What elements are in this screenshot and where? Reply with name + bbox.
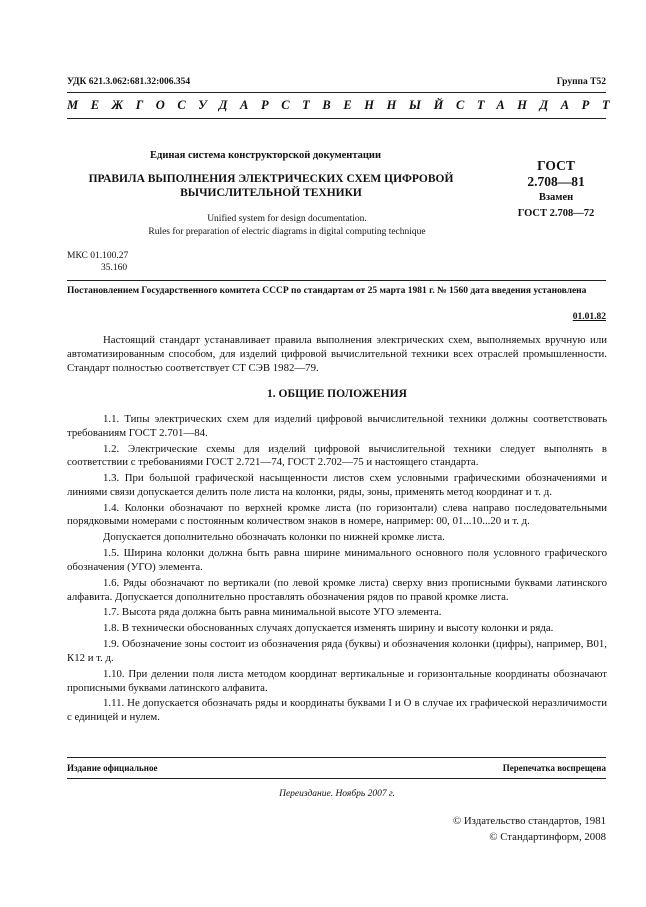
footer-bottom-rule (67, 778, 606, 779)
standard-banner (67, 98, 623, 113)
title-line-1: ПРАВИЛА ВЫПОЛНЕНИЯ ЭЛЕКТРИЧЕСКИХ СХЕМ ЦИФРОВОЙ (88, 173, 454, 185)
paragraph: 1.5. Ширина колонки должна быть равна ширине минимального основного поля условного графического обозначения (УГО) элемента. (67, 547, 607, 573)
mks-line-2: 35.160 (101, 263, 128, 273)
title-line-2: ВЫЧИСЛИТЕЛЬНОЙ ТЕХНИКИ (180, 187, 362, 199)
group-code: Группа Т52 (556, 77, 606, 87)
gost-label: ГОСТ (537, 158, 575, 173)
english-title-line-2: Rules for preparation of electric diagrams in digital computing technique (148, 227, 426, 237)
intro-paragraph: Настоящий стандарт устанавливает правила выполнения электрических схем, выполняемых вручную или автоматизированным способом, для изделий цифровой вычислительной техники всех отраслей промышленности. Стандарт полностью соответствует СТ СЭВ 1982—79. (67, 334, 607, 374)
gost-designation (500, 158, 612, 222)
paragraph: 1.2. Электрические схемы для изделий цифровой вычислительной техники следует выполнять в соответствии с требованиями ГОСТ 2.721—74, ГОСТ 2.702—75 и настоящего стандарта. (67, 442, 607, 469)
decree-rule (67, 280, 606, 281)
mks-line-1: МКС 01.100.27 (67, 251, 129, 261)
section-body (67, 413, 607, 727)
paragraph: 1.4. Колонки обозначают по верхней кромке листа (по горизонтали) слева направо последовательными порядковыми номерами с постоянным количеством знаков в номере, например: 00, 01...10...20 и т. д. (67, 501, 607, 528)
banner-rule (67, 118, 606, 119)
mks-code (67, 250, 128, 274)
document-title (67, 172, 475, 200)
introduction-date: 01.01.82 (572, 312, 606, 322)
paragraph: 1.8. В технически обоснованных случаях допускается изменять ширину и высоту колонки и ряда. (103, 622, 554, 635)
paragraph: 1.1. Типы электрических схем для изделий цифровой вычислительной техники должны соответствовать требованиям ГОСТ 2.701—84. (67, 413, 607, 439)
decree-text: Постановлением Государственного комитета СССР по стандартам от 25 марта 1981 г. № 1560 дата введения установлена (67, 286, 587, 296)
replaces-standard: ГОСТ 2.708—72 (517, 208, 595, 219)
udk-code: УДК 621.3.062:681.32:006.354 (67, 77, 191, 87)
english-title (67, 213, 507, 239)
footer-rule (67, 757, 606, 758)
paragraph: 1.3. При большой графической насыщенности листов схем условными графическими обозначениями и линиями связи допускается делить поле листа на колонки, ряды, зоны, применять метод координат и т. д. (67, 472, 607, 498)
replaces-label: Взамен (538, 192, 574, 203)
copyright-publisher: © Издательство стандартов, 1981 (452, 815, 606, 827)
copyright-block (453, 813, 606, 845)
banner-word-standard: СТАНДАРТ (455, 98, 623, 112)
official-edition: Издание официальное (67, 763, 158, 773)
system-name: Единая система конструкторской документации (150, 150, 381, 161)
paragraph: 1.6. Ряды обозначают по вертикали (по левой кромке листа) сверху вниз прописными буквами латинского алфавита. Допускается дополнительно проставлять обозначения рядов по правой кромке листа. (67, 576, 607, 603)
gost-number: 2.708—81 (527, 174, 585, 189)
paragraph: 1.7. Высота ряда должна быть равна минимальной высоте УГО элемента. (103, 606, 442, 619)
paragraph: 1.9. Обозначение зоны состоит из обозначения ряда (буквы) и обозначения колонки (цифры), например, В01, К12 и т. д. (67, 638, 607, 664)
reissue-note: Переиздание. Ноябрь 2007 г. (279, 789, 395, 799)
copyright-standartinform: © Стандартинформ, 2008 (489, 831, 606, 843)
paragraph: 1.11. Не допускается обозначать ряды и координаты буквами I и О в случае их графической неразличимости с единицей и нулем. (67, 697, 607, 724)
reprint-prohibited: Перепечатка воспрещена (502, 763, 606, 773)
english-title-line-1: Unified system for design documentation. (207, 214, 367, 224)
top-rule (67, 92, 606, 93)
paragraph: 1.10. При делении поля листа методом координат вертикальные и горизонтальные координаты обозначают прописными буквами латинского алфавита. (67, 667, 607, 694)
banner-word-interstate: МЕЖГОСУДАРСТВЕННЫЙ (67, 98, 456, 112)
paragraph: Допускается дополнительно обозначать колонки по нижней кромке листа. (103, 531, 445, 544)
section-title: 1. ОБЩИЕ ПОЛОЖЕНИЯ (267, 388, 407, 400)
